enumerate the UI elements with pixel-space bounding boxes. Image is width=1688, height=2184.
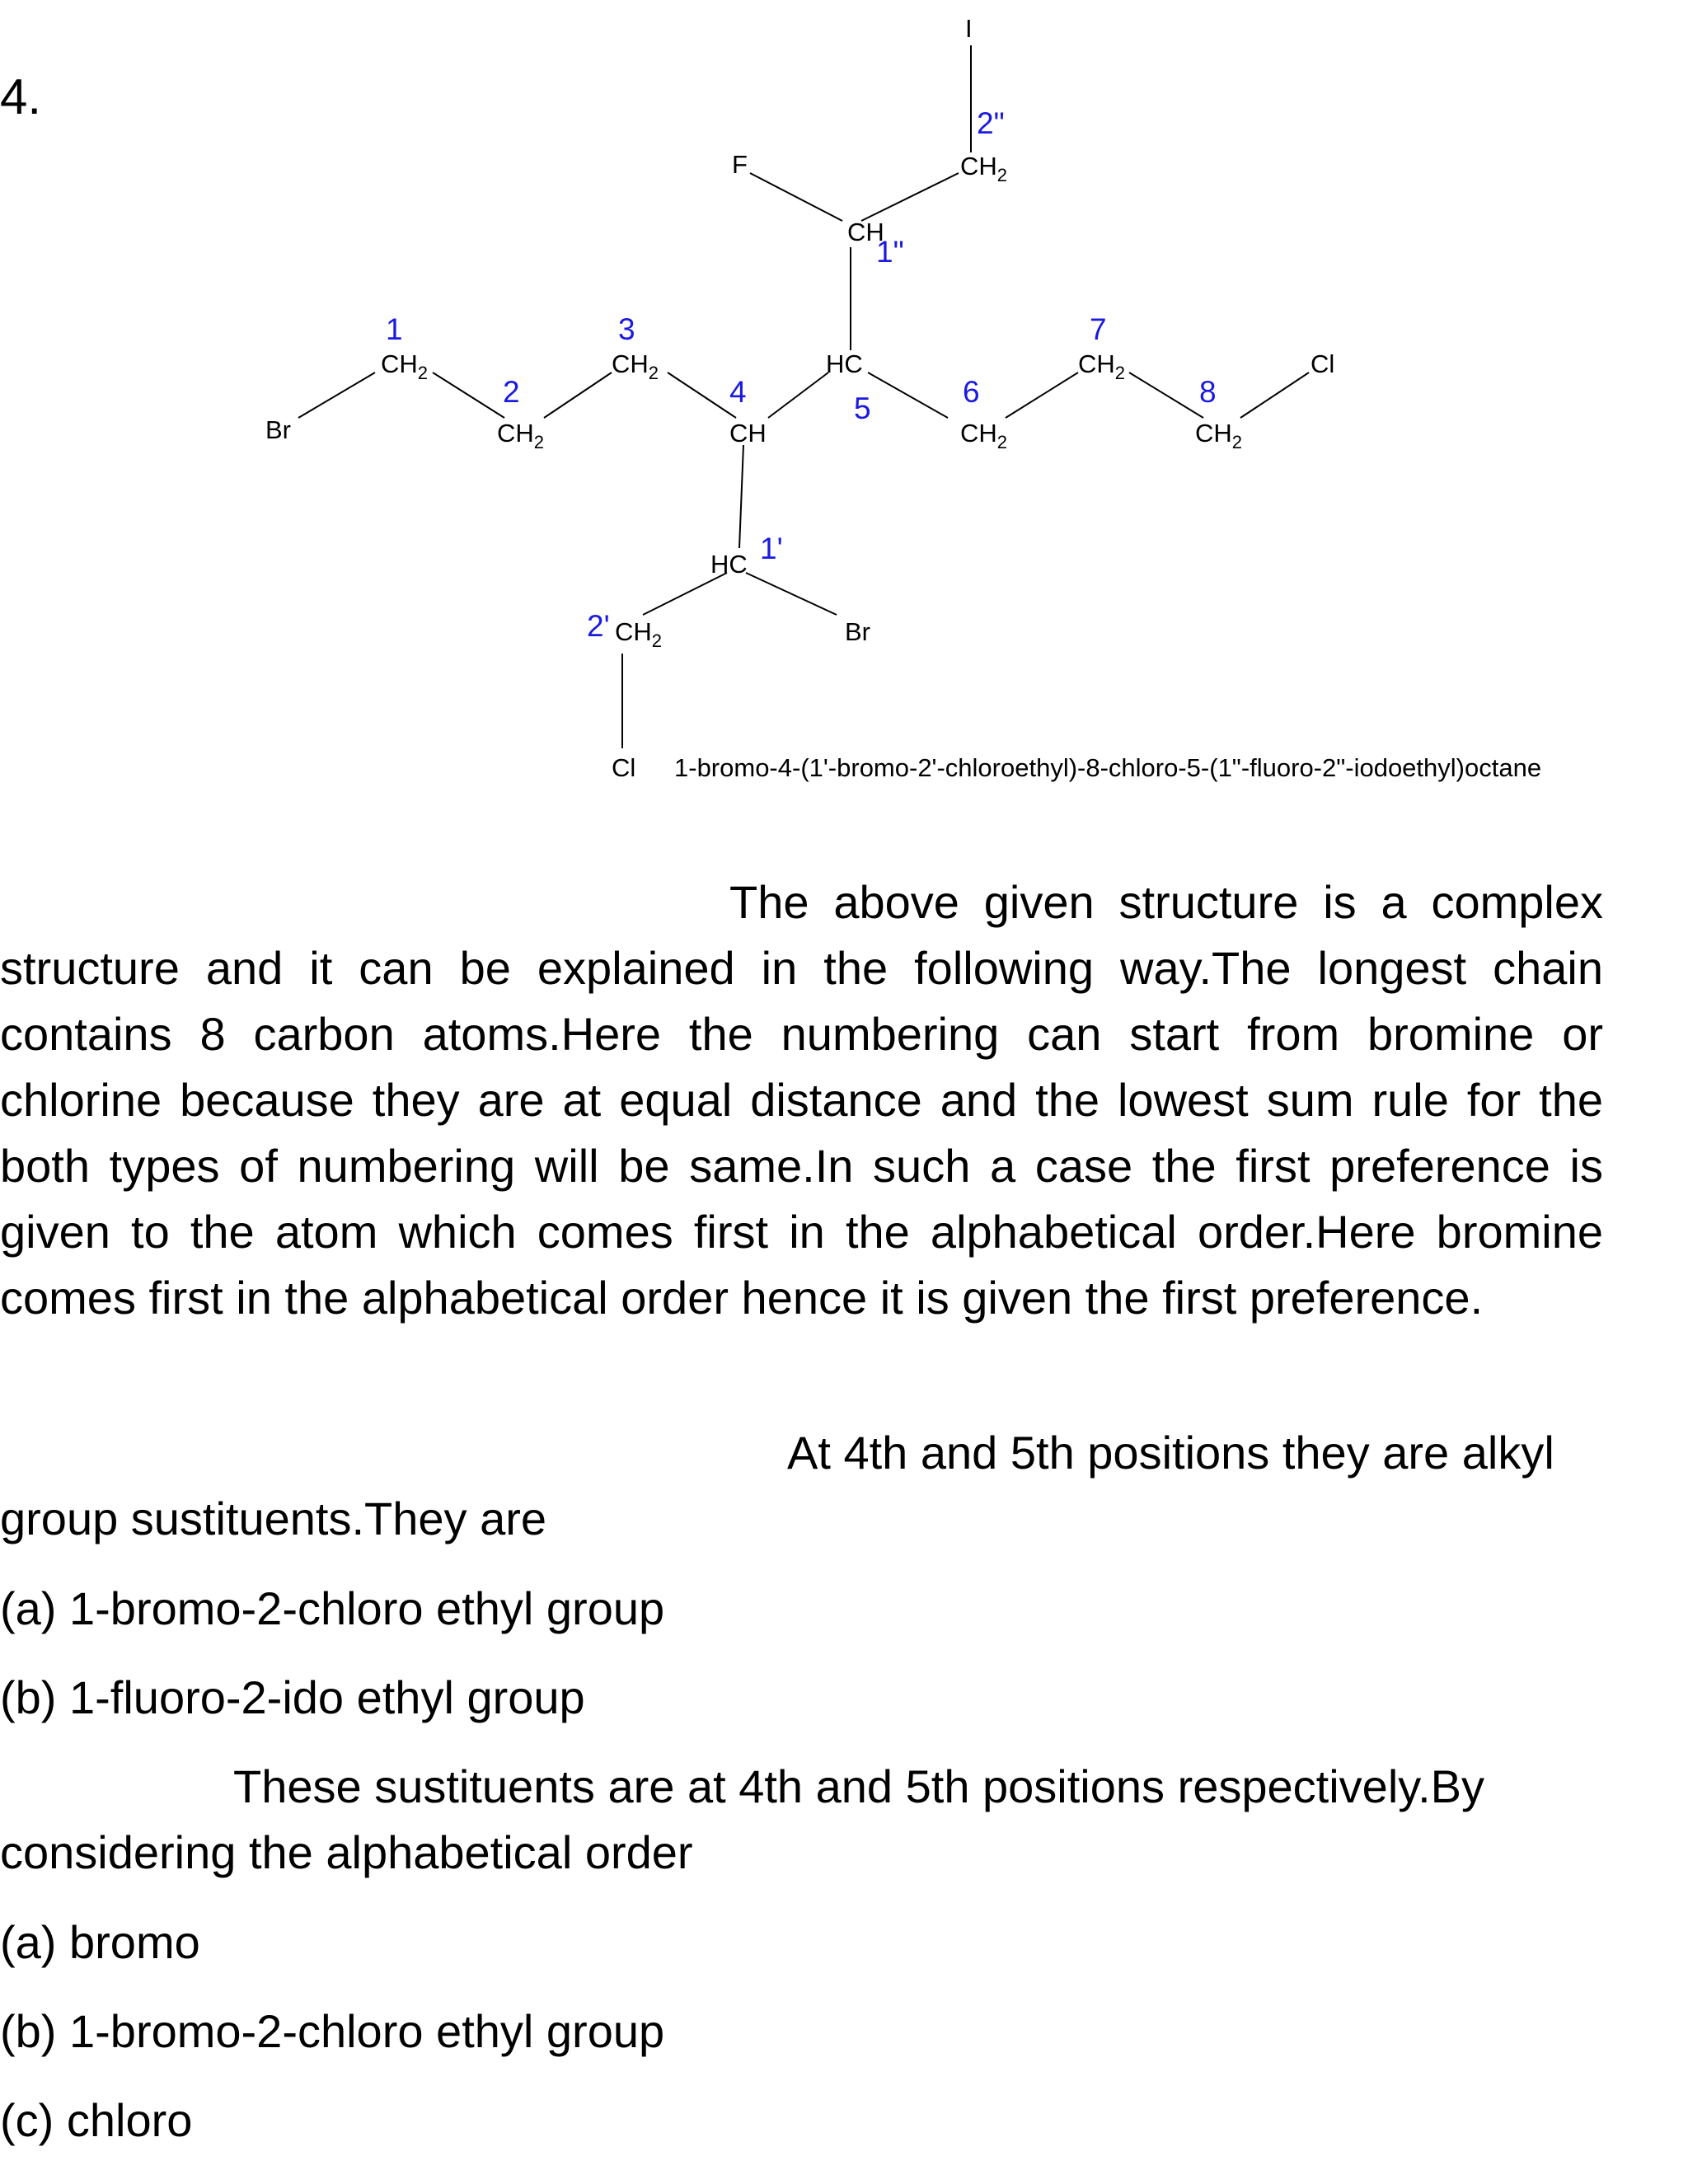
list-item: (b) 1-fluoro-2-ido ethyl group [0, 1671, 585, 1723]
atom-c5: HC [826, 349, 863, 378]
number-5: 5 [854, 391, 871, 425]
atom-c7: $CH_2$ [1078, 349, 1126, 383]
number-2-double-prime: 2" [977, 106, 1005, 140]
atom-cl-bottom: Cl [612, 753, 636, 782]
explanation-paragraph-2: At 4th and 5th positions they are alkyl group sustituents.They are [0, 1427, 1554, 1544]
bond-c1p-c2p [643, 573, 727, 615]
number-2-prime: 2' [587, 609, 610, 643]
atom-c2pp: $CH_2$ [960, 152, 1008, 185]
bond-c1pp-c2pp [861, 173, 959, 221]
atom-cl-right: Cl [1311, 349, 1335, 378]
bond-c6-c7 [1006, 373, 1078, 418]
number-4: 4 [729, 375, 747, 409]
question-number: 4. [0, 69, 42, 124]
atom-br-left: Br [265, 415, 291, 444]
list-item: (b) 1-bromo-2-chloro ethyl group [0, 2005, 665, 2057]
bond-c1-c2 [433, 373, 504, 418]
bond-c5-c6 [868, 373, 948, 418]
bond-c4-c1p [739, 445, 743, 548]
atom-c4: CH [729, 419, 767, 448]
bond-c1pp-f [750, 173, 842, 221]
bond-c7-c8 [1129, 373, 1203, 418]
number-3: 3 [618, 312, 635, 346]
atom-c2: $CH_2$ [497, 419, 545, 452]
atom-labels [265, 14, 1334, 782]
bond-c8-cl [1240, 373, 1309, 418]
number-1-double-prime: 1" [876, 235, 904, 269]
bond-c4-c5 [768, 373, 828, 418]
number-2: 2 [503, 375, 520, 409]
number-1-prime: 1' [760, 532, 783, 565]
explanation-paragraph-3: These sustituents are at 4th and 5th positions respectively.By considering the alphabetical order [0, 1760, 1485, 1878]
chemical-structure [0, 0, 1688, 816]
bond-c2-c3 [544, 373, 612, 418]
bonds [298, 45, 1309, 748]
list-item: (a) bromo [0, 1916, 200, 1968]
bond-c3-c4 [668, 373, 736, 418]
atom-c1pp: CH [847, 218, 884, 246]
atom-i: I [965, 14, 973, 43]
explanation-paragraph-1: The above given structure is a complex structure and it can be explained in the following way.The longest chain contains 8 carbon atoms.Here the numbering can start from bromine or chlorine because they are at equal distance and the lowest sum rule for the both types of numbering will be same.In such a case the first preference is given to the atom which comes first in the alphabetical order.Here bromine comes first in the alphabetical order hence it is given the first preference. [0, 876, 1603, 1324]
number-6: 6 [963, 375, 980, 409]
atom-c1p: HC [710, 550, 748, 579]
atom-c3: $CH_2$ [612, 349, 659, 383]
atom-br-sub: Br [845, 617, 870, 646]
atom-f: F [732, 150, 748, 179]
number-1: 1 [386, 312, 403, 346]
atom-c8: $CH_2$ [1195, 419, 1243, 452]
bond-br-c1 [298, 373, 375, 418]
atom-c6: $CH_2$ [960, 419, 1008, 452]
iupac-name: 1-bromo-4-(1'-bromo-2'-chloroethyl)-8-chloro-5-(1"-fluoro-2"-iodoethyl)octane [674, 753, 1542, 782]
list-item: (a) 1-bromo-2-chloro ethyl group [0, 1582, 665, 1634]
bond-c1p-br [746, 573, 837, 615]
list-item: (c) chloro [0, 2094, 193, 2146]
atom-c1: $CH_2$ [381, 349, 429, 383]
number-7: 7 [1090, 312, 1107, 346]
number-8: 8 [1199, 375, 1217, 409]
atom-c2p: $CH_2$ [615, 617, 663, 651]
